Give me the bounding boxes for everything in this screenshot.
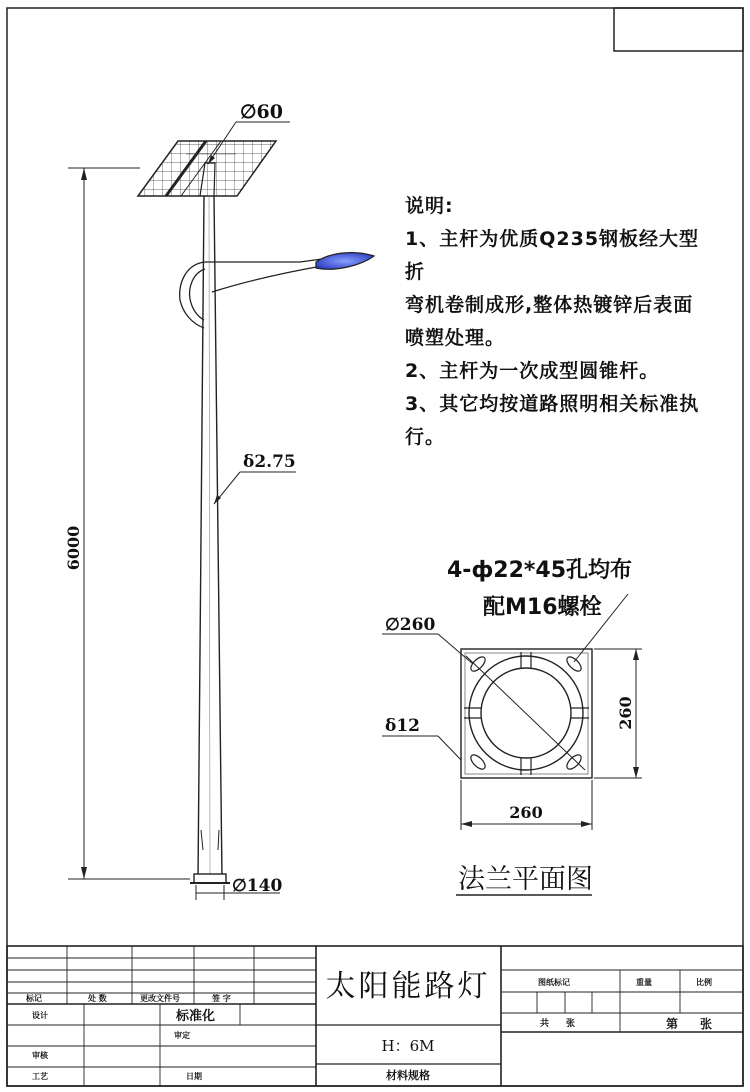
- process-label: 工艺: [32, 1072, 48, 1081]
- flange-holes-label: 4-ф22*45孔均布: [447, 558, 633, 583]
- total-sheets-unit: 张: [566, 1019, 576, 1029]
- solar-panel: [138, 141, 276, 196]
- note-1-line-3: 喷塑处理。: [405, 327, 506, 349]
- thickness-callout: [214, 452, 296, 504]
- sheet-no-unit: 张: [700, 1017, 713, 1031]
- sign-header: 签 字: [212, 994, 231, 1003]
- change-doc-header: 更改文件号: [140, 994, 180, 1003]
- note-1-line-1: 1、主杆为优质Q235钢板经大型折: [405, 228, 700, 283]
- spec-label: H：6M: [381, 1037, 435, 1055]
- base-dia-label: ∅140: [232, 876, 283, 896]
- notes-title: 说明:: [405, 195, 454, 217]
- note-1-line-2: 弯机卷制成形,整体热镀锌后表面: [405, 294, 694, 316]
- flange-width-label: 260: [509, 803, 543, 822]
- mark-header: 标记: [26, 994, 42, 1003]
- panel-dia-label: ∅60: [240, 101, 283, 123]
- sheet-no-label: 第: [666, 1017, 679, 1031]
- total-sheets-label: 共: [540, 1019, 550, 1029]
- solar-street-light: [138, 141, 374, 883]
- flange-bolts-label: 配M16螺栓: [483, 595, 602, 620]
- flange-plan: [382, 557, 642, 895]
- date-label: 日期: [186, 1072, 202, 1081]
- flange-title: 法兰平面图: [458, 864, 593, 895]
- lamp-head: [316, 253, 374, 270]
- note-3-line-1: 3、其它均按道路照明相关标准执: [405, 393, 700, 415]
- review-label: 审定: [174, 1031, 190, 1040]
- flange-circle-label: ∅260: [385, 615, 436, 635]
- title-block: [7, 946, 743, 1086]
- note-3-line-2: 行。: [405, 426, 446, 448]
- flange-height-label: 260: [616, 696, 635, 730]
- notes-block: [405, 190, 705, 454]
- count-header: 处 数: [88, 994, 107, 1003]
- material-label: 材料规格: [386, 1069, 430, 1082]
- standardize-label: 标准化: [176, 1009, 216, 1024]
- drawing-border: [7, 8, 743, 1086]
- drawing-mark-label: 图纸标记: [538, 978, 570, 987]
- product-name: 太阳能路灯: [325, 969, 491, 1004]
- note-2: 2、主杆为一次成型圆锥杆。: [405, 360, 660, 382]
- weight-label: 重量: [636, 978, 652, 987]
- flange-thickness-label: δ12: [385, 716, 420, 736]
- ratio-label: 比例: [696, 978, 712, 987]
- audit-label: 审核: [32, 1051, 48, 1060]
- corner-box: [614, 8, 743, 51]
- design-label: 设计: [32, 1011, 48, 1020]
- pole-base: [194, 874, 226, 883]
- height-dimension: [64, 168, 190, 879]
- height-label: 6000: [64, 525, 83, 571]
- thickness-label: δ2.75: [243, 452, 296, 472]
